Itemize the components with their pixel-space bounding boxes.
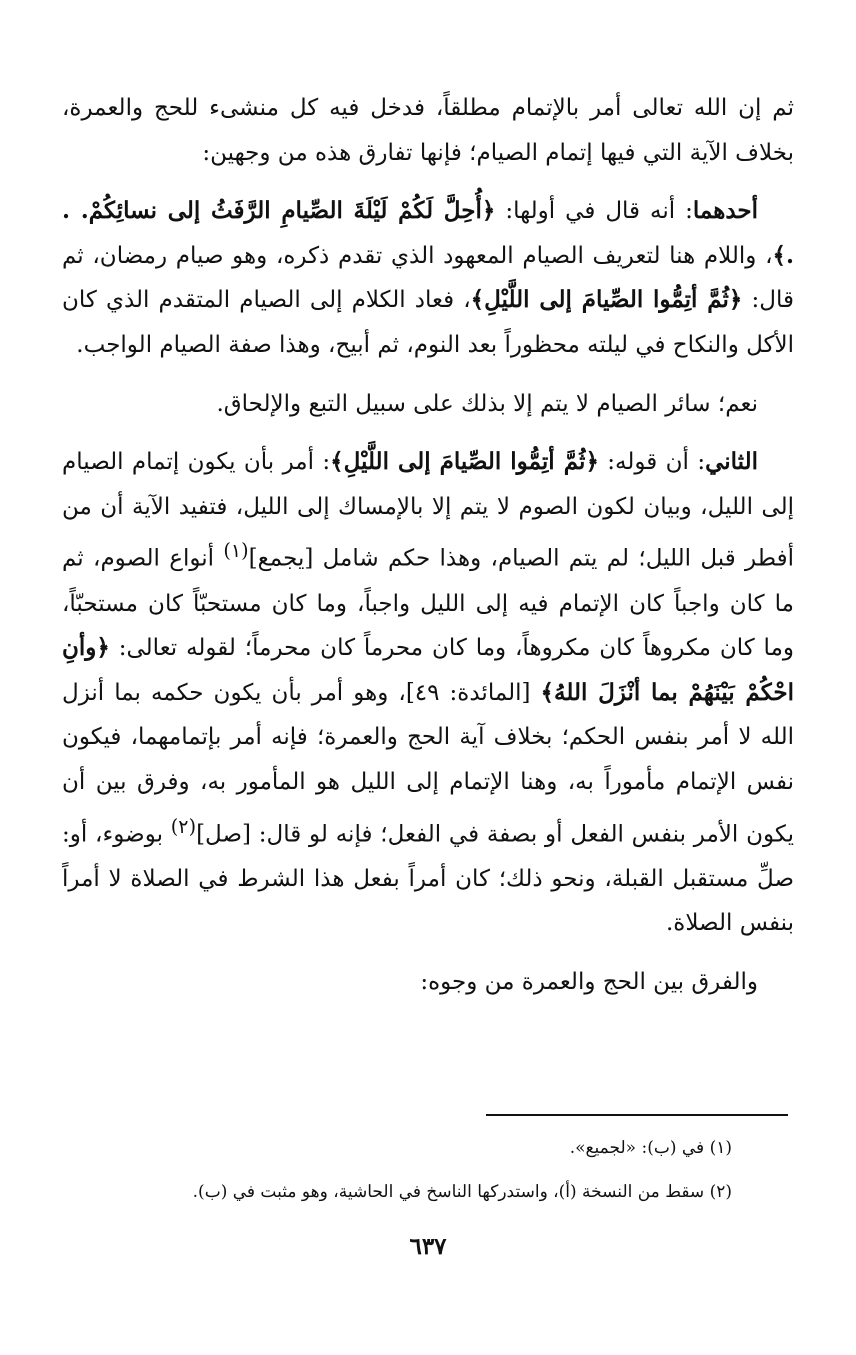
paragraph-first-aspect <box>62 189 794 367</box>
footnote-ref-1: (١) <box>223 539 249 563</box>
footnotes <box>62 1126 794 1214</box>
footnote-ref-2: (٢) <box>170 814 197 838</box>
paragraph-text: ، واللام هنا لتعريف الصيام المعهود الذي تقدم ذكره، وهو صيام رمضان، ثم قال: <box>62 242 794 314</box>
footnote-1: (١) في (ب): «لجميع». <box>569 1138 732 1158</box>
paragraph-text: : أمر بأن يكون إتمام الصيام إلى الليل، وبيان لكون الصوم لا يتم إلا بالإمساك إلى الليل، فتفيد الآية أن من أفطر قبل الليل؛ لم يتم الصيام، وهذا حكم شامل [يجمع] <box>62 449 794 572</box>
paragraph-text: [المائدة: ٤٩]، وهو أمر بأن يكون حكمه بما أنزل الله لا أمر بنفس الحكم؛ بخلاف آية الحج والعمرة؛ فإنه أمر بإتمامهما، فيكون نفس الإتمام مأموراً به، وهنا الإتمام إلى الليل هو المأمور به، وفرق بين أن يكون الأمر بنفس الفعل أو بصفة في الفعل؛ فإنه لو قال: [صل] <box>62 679 794 848</box>
main-text <box>62 86 794 1019</box>
paragraph-second-aspect <box>62 440 794 946</box>
aspect-heading-first: أحدهما <box>692 197 759 225</box>
quran-verse: ﴿ثُمَّ أتِمُّوا الصِّيامَ إلى اللَّيْلِ﴾ <box>330 448 599 476</box>
paragraph-intro <box>62 86 794 175</box>
footnote-divider <box>486 1114 788 1116</box>
quran-verse: ﴿ثُمَّ أتِمُّوا الصِّيامَ إلى اللَّيْلِ﴾ <box>470 286 743 314</box>
aspect-heading-second: الثاني <box>705 448 758 476</box>
paragraph-text: : أن قوله: <box>598 449 706 476</box>
paragraph-note <box>62 382 794 427</box>
quran-verse: ﴿أُحِلَّ لَكُمْ لَيْلَةَ الصِّيامِ الرَّفَثُ إلى نسائِكُمْ. . .﴾ <box>62 197 794 269</box>
paragraph-text: والفرق بين الحج والعمرة من وجوه: <box>420 969 758 995</box>
quran-verse: ﴿وأنِ احْكُمْ بَيْنَهُمْ بما أنْزَلَ اللهُ﴾ <box>62 634 795 706</box>
paragraph-text: ، فعاد الكلام إلى الصيام المتقدم الذي كان الأكل والنكاح في ليلته محظوراً بعد النوم، ثم أبيح، وهذا صفة الصيام الواجب. <box>62 287 794 358</box>
paragraph-text: ثم إن الله تعالى أمر بالإتمام مطلقاً، فدخل فيه كل منشىء للحج والعمرة، بخلاف الآية التي فيها إتمام الصيام؛ فإنها تفارق هذه من وجهين: <box>62 95 794 166</box>
paragraph-text: بوضوء، أو: صلِّ مستقبل القبلة، ونحو ذلك؛ كان أمراً بفعل هذا الشرط في الصلاة لا أمراً بنفس الصلاة. <box>62 821 794 937</box>
paragraph-differences <box>62 960 794 1005</box>
paragraph-text: أنواع الصوم، ثم ما كان واجباً كان الإتمام فيه إلى الليل واجباً، وما كان مستحبّاً كان مستحبّاً، وما كان مكروهاً كان مكروهاً، وما كان محرماً كان محرماً؛ لقوله تعالى: <box>62 546 794 662</box>
paragraph-text: : أنه قال في أولها: <box>495 198 693 225</box>
footnote-2: (٢) سقط من النسخة (أ)، واستدركها الناسخ في الحاشية، وهو مثبت في (ب). <box>192 1182 732 1202</box>
page-number: ٦٣٧ <box>409 1233 447 1260</box>
paragraph-text: نعم؛ سائر الصيام لا يتم إلا بذلك على سبيل التبع والإلحاق. <box>216 390 758 417</box>
